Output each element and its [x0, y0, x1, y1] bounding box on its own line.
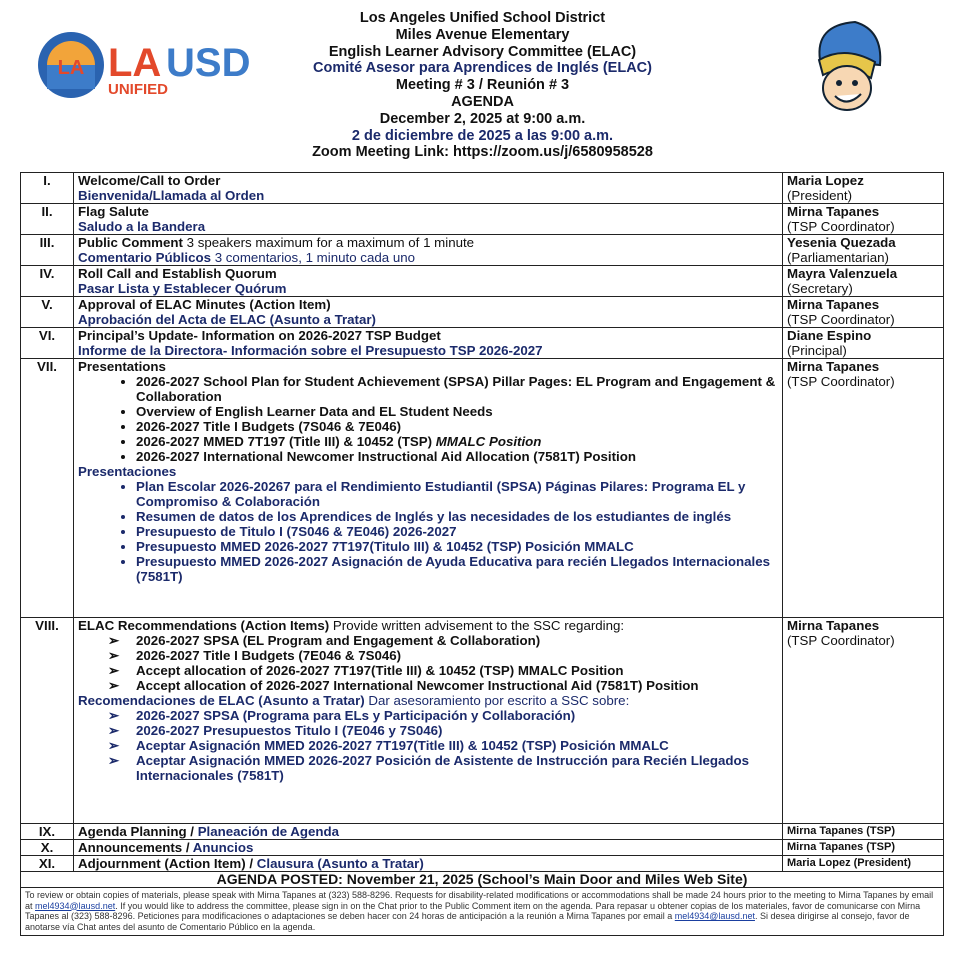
agenda-item	[21, 840, 944, 856]
presenter: Mirna Tapanes (TSP)	[783, 824, 944, 840]
item-title: Welcome/Call to Order	[78, 173, 221, 188]
presenter-role: (President)	[787, 188, 853, 203]
list-item: ➢ Aceptar Asignación MMED 2026-2027 Posición de Asistente de Instrucción para Recién Llegados Internacionales (7581T)	[136, 753, 778, 783]
item-title: Roll Call and Establish Quorum	[78, 266, 277, 281]
presenter-role: (Principal)	[787, 343, 847, 358]
footer-note: To review or obtain copies of materials, please speak with Mirna Tapanes at (323) 588-8296. Requests for disability-related modifications or accommodations shall be made 24 hours prior to the meeting to Mirna Tapanes by email at mel4934@lausd.net. If you would like to address the committee, please sign in on the Chat prior to the Public Comment item on the agenda. Para repasar u obtener copias de los materiales, favor de comunicarse con Mirna Tapanes al (323) 588-8296. Peticiones para modificaciones o adaptaciones se deben hacer con 24 horas de anticipación a la reunión a Mirna Tapanes por email a mel4934@lausd.net. Si desea dirigirse al consejo, favor de anotarse vía Chat antes del asunto de Comentario Público en la agenda.	[21, 888, 944, 936]
list-item: • Overview of English Learner Data and EL Student Needs	[136, 404, 778, 419]
svg-text:UNIFIED: UNIFIED	[108, 81, 168, 98]
presenter: Mirna Tapanes	[787, 359, 880, 374]
item-title-es: Saludo a la Bandera	[78, 219, 206, 234]
agenda-table	[20, 172, 944, 936]
agenda-title: AGENDA	[451, 93, 514, 110]
item-number: III.	[21, 235, 74, 266]
presenter: Mirna Tapanes (TSP)	[783, 840, 944, 856]
agenda-item	[21, 856, 944, 872]
item-title: Public Comment	[78, 235, 183, 250]
presenter: Yesenia Quezada	[787, 235, 896, 250]
presenter-role: (TSP Coordinator)	[787, 312, 895, 327]
list-item: • Presupuesto MMED 2026-2027 Asignación de Ayuda Educativa para recién Llegados Internacionales (7581T)	[136, 554, 778, 584]
presenter-role: (TSP Coordinator)	[787, 219, 895, 234]
agenda-item	[21, 266, 944, 297]
item-title-es: Clausura (Asunto a Tratar)	[256, 856, 424, 871]
item-number: X.	[21, 840, 74, 856]
item-title-es: Pasar Lista y Establecer Quórum	[78, 281, 287, 296]
committee-name: English Learner Advisory Committee (ELAC)	[328, 43, 637, 60]
presenter: Mirna Tapanes	[787, 297, 880, 312]
meeting-number: Meeting # 3 / Reunión # 3	[395, 77, 570, 94]
email-link[interactable]: mel4934@lausd.net	[35, 900, 116, 911]
presenter: Diane Espino	[787, 328, 872, 343]
item-title-es: Anuncios	[192, 840, 254, 855]
presenter-role: (TSP Coordinator)	[787, 633, 895, 648]
school-name: Miles Avenue Elementary	[395, 26, 570, 43]
document-header	[0, 10, 965, 161]
svg-text:USD: USD	[166, 41, 251, 85]
agenda-item	[21, 328, 944, 359]
zoom-link[interactable]: Zoom Meeting Link: https://zoom.us/j/6580958528	[312, 144, 653, 161]
list-item: • 2026-2027 School Plan for Student Achievement (SPSA) Pillar Pages: EL Program and Engagement & Collaboration	[136, 374, 778, 404]
item-number: II.	[21, 204, 74, 235]
svg-text:LA: LA	[57, 57, 85, 79]
list-item: ➢ 2026-2027 Presupuestos Titulo I (7E046 y 7S046)	[136, 723, 778, 738]
list-item: ➢ Accept allocation of 2026-2027 International Newcomer Instructional Aid (7581T) Position	[136, 678, 778, 693]
item-number: V.	[21, 297, 74, 328]
list-item: • Resumen de datos de los Aprendices de Inglés y las necesidades de los estudiantes de inglés	[136, 509, 778, 524]
svg-text:LA: LA	[108, 41, 162, 85]
presenter-role: (Secretary)	[787, 281, 853, 296]
presenter: Maria Lopez	[787, 173, 864, 188]
presenter-role: (TSP Coordinator)	[787, 374, 895, 389]
list-item: • Plan Escolar 2026-20267 para el Rendimiento Estudiantil (SPSA) Páginas Pilares: Programa EL y Compromiso & Colaboración	[136, 479, 778, 509]
item-title: Principal’s Update- Information on 2026-2027 TSP Budget	[78, 328, 441, 343]
item-title-es: Comentario Públicos	[78, 250, 211, 265]
item-title: Approval of ELAC Minutes (Action Item)	[78, 297, 331, 312]
item-title-es: Aprobación del Acta de ELAC (Asunto a Tratar)	[78, 312, 376, 327]
item-title: Announcements /	[78, 840, 193, 855]
item-number: VI.	[21, 328, 74, 359]
committee-name-es: Comité Asesor para Aprendices de Inglés (ELAC)	[313, 60, 652, 77]
list-item: • 2026-2027 Title I Budgets (7S046 & 7E046)	[136, 419, 778, 434]
item-number: IV.	[21, 266, 74, 297]
presenter: Maria Lopez (President)	[783, 856, 944, 872]
item-title-es: Planeación de Agenda	[197, 824, 340, 839]
list-item: • 2026-2027 MMED 7T197 (Title III) & 10452 (TSP) MMALC Position	[136, 434, 778, 449]
item-number: I.	[21, 173, 74, 204]
district-name: Los Angeles Unified School District	[359, 10, 606, 26]
agenda-item-recommendations: VIII. ELAC Recommendations (Action Items) Provide written advisement to the SSC regarding: ➢ 2026-2027 SPSA (EL Program and Engagement & Collaboration) ➢ 2026-2027 Title I Budgets (7E046 & 7S046) ➢ Accept allocation of 2026-2027 7T197(Title III) & 10452 (TSP) MMALC Position ➢ Accept allocation of 2026-2027 International Newcomer Instructional Aid (7581T) Position Recomendaciones de ELAC (Asunto a Tratar) Dar asesoramiento por escrito a SSC sobre: ➢ 2026-2027 SPSA (Programa para ELs y Participación y Collaboración) ➢ 2026-2027 Presupuestos Titulo I (7E046 y 7S046) ➢ Aceptar Asignación MMED 2026-2027 7T197(Title III) & 10452 (TSP) Posición MMALC ➢ Aceptar Asignación MMED 2026-2027 Posición de Asistente de Instrucción para Recién Llegados Internacionales (7581T) Mirna Tapanes (TSP Coordinator)	[21, 618, 944, 824]
presenter-role: (Parliamentarian)	[787, 250, 889, 265]
item-number: IX.	[21, 824, 74, 840]
list-item: ➢ 2026-2027 Title I Budgets (7E046 & 7S046)	[136, 648, 778, 663]
agenda-item-presentations: VII. Presentations • 2026-2027 School Plan for Student Achievement (SPSA) Pillar Pages: EL Program and Engagement & Collaboration • Overview of English Learner Data and EL Student Needs • 2026-2027 Title I Budgets (7S046 & 7E046) • 2026-2027 MMED 7T197 (Title III) & 10452 (TSP) MMALC Position • 2026-2027 International Newcomer Instructional Aid Allocation (7581T) Position Presentaciones • Plan Escolar 2026-20267 para el Rendimiento Estudiantil (SPSA) Páginas Pilares: Programa EL y Compromiso & Colaboración • Resumen de datos de los Aprendices de Inglés y las necesidades de los estudiantes de inglés • Presupuesto de Titulo I (7S046 & 7E046) 2026-2027 • Presupuesto MMED 2026-2027 7T197(Titulo III) & 10452 (TSP) Posición MMALC • Presupuesto MMED 2026-2027 Asignación de Ayuda Educativa para recién Llegados Internacionales (7581T) Mirna Tapanes (TSP Coordinator)	[21, 359, 944, 618]
agenda-item	[21, 204, 944, 235]
list-item: ➢ 2026-2027 SPSA (EL Program and Engagement & Collaboration)	[136, 633, 778, 648]
presenter: Mayra Valenzuela	[787, 266, 898, 281]
item-title-es: Informe de la Directora- Información sobre el Presupuesto TSP 2026-2027	[78, 343, 543, 358]
item-title: Agenda Planning /	[78, 824, 198, 839]
list-item: ➢ 2026-2027 SPSA (Programa para ELs y Participación y Collaboración)	[136, 708, 778, 723]
agenda-posted: AGENDA POSTED: November 21, 2025 (School’s Main Door and Miles Web Site)	[21, 872, 944, 888]
agenda-item: III. Public Comment 3 speakers maximum for a maximum of 1 minute Comentario Públicos 3 comentarios, 1 minuto cada uno Yesenia Quezada (Parliamentarian)	[21, 235, 944, 266]
agenda-item	[21, 297, 944, 328]
presenter: Mirna Tapanes	[787, 618, 880, 633]
list-item: ➢ Aceptar Asignación MMED 2026-2027 7T197(Title III) & 10452 (TSP) Posición MMALC	[136, 738, 778, 753]
date-en: December 2, 2025 at 9:00 a.m.	[379, 110, 586, 127]
list-item: ➢ Accept allocation of 2026-2027 7T197(Title III) & 10452 (TSP) MMALC Position	[136, 663, 778, 678]
date-es: 2 de diciembre de 2025 a las 9:00 a.m.	[351, 127, 614, 144]
list-item: • 2026-2027 International Newcomer Instructional Aid Allocation (7581T) Position	[136, 449, 778, 464]
item-number: XI.	[21, 856, 74, 872]
presentations-title-es: Presentaciones	[78, 464, 177, 479]
presenter: Mirna Tapanes	[787, 204, 880, 219]
item-title: Flag Salute	[78, 204, 149, 219]
list-item: • Presupuesto de Titulo I (7S046 & 7E046) 2026-2027	[136, 524, 778, 539]
agenda-item	[21, 173, 944, 204]
item-title-es: Bienvenida/Llamada al Orden	[78, 188, 265, 203]
list-item: • Presupuesto MMED 2026-2027 7T197(Titulo III) & 10452 (TSP) Posición MMALC	[136, 539, 778, 554]
presentations-title: Presentations	[78, 359, 166, 374]
email-link[interactable]: mel4934@lausd.net	[674, 911, 755, 921]
item-title: Adjournment (Action Item) /	[78, 856, 257, 871]
agenda-item	[21, 824, 944, 840]
